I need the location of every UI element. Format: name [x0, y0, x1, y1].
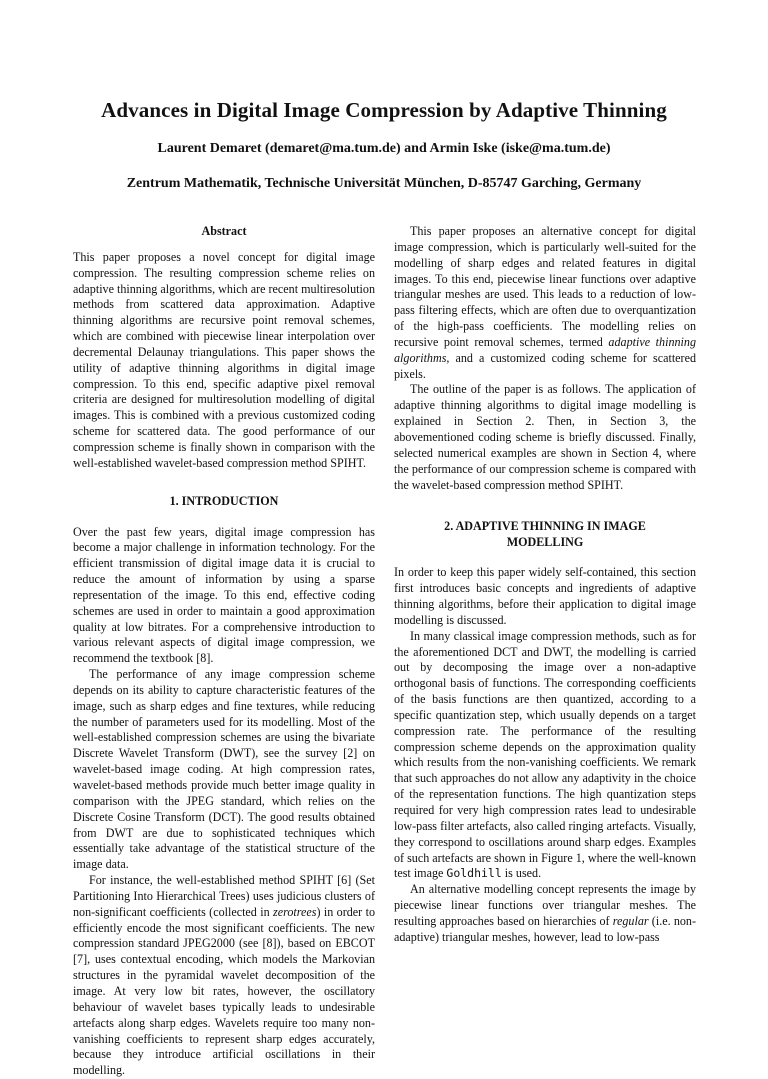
section2-paragraph-1: In order to keep this paper widely self-contained, this section first introduces basic concepts and ingredients of adaptive thinning algorithms, before their application to digital image modelling is discussed. [394, 565, 696, 627]
intro-paragraph-2: The performance of any image compression scheme depends on its ability to capture characteristic features of the image, such as sharp edges and fine textures, while reducing the number of parameters used for its modelling. Most of the well-established compression schemes are using the bivariate Discrete Wavelet Transform (DWT), see the survey [2] on wavelet-based image coding. At high compression rates, wavelet-based methods provide much better image quality in comparison with the JPEG standard, which relies on the Discrete Cosine Transform (DCT). The good results obtained from DWT are due to sophisticated techniques which essentially take advantage of the statistical structure of the image data. [73, 667, 375, 872]
section2-paragraph-3 [394, 882, 696, 945]
intro-paragraph-4-a: This paper proposes an alternative concept for digital image compression, which is particularly well-suited for the modelling of sharp edges and related features in digital images. To this end, piecewise linear functions over adaptive triangular meshes are used. This leads to a reduction of low-pass filtering effects, which are often due to overquantization of the high-pass coefficients. The modelling relies on recursive point removal schemes, termed [394, 224, 696, 349]
section2-paragraph-3-b: (i.e. non-adaptive) triangular meshes, however, lead to low-pass [394, 913, 696, 944]
paper-affiliation: Zentrum Mathematik, Technische Universität München, D-85747 Garching, Germany [126, 176, 642, 191]
paper-title: Advances in Digital Image Compression by Adaptive Thinning [101, 98, 667, 122]
section-1-heading: 1. INTRODUCTION [169, 493, 279, 508]
intro-paragraph-5: The outline of the paper is as follows. The application of adaptive thinning algorithms to digital image modelling is explained in Section 2. Then, in Section 3, the abovementioned coding scheme is briefly discussed. Finally, selected numerical examples are shown in Section 4, where the performance of our compression scheme is compared with the wavelet-based compression method SPIHT. [394, 382, 696, 492]
intro-paragraph-4-b: , and a customized coding scheme for scattered pixels. [394, 350, 696, 381]
paper-authors: Laurent Demaret (demaret@ma.tum.de) and Armin Iske (iske@ma.tum.de) [157, 141, 611, 156]
goldhill-image-name: Goldhill [446, 866, 502, 881]
intro-paragraph-1: Over the past few years, digital image compression has become a major challenge in information technology. For the efficient transmission of digital image data it is crucial to reduce the amount of information by using a sparse representation of the image. To this end, effective coding schemes are used in order to maintain a good approximation quality at low bitrates. For a comprehensive introduction to various relevant aspects of digital image compression, we recommend the textbook [8]. [73, 524, 375, 666]
intro-paragraph-3-a: For instance, the well-established method SPIHT [6] (Set Partitioning Into Hierarchical Trees) uses judicious clusters of non-significant coefficients (collected in [73, 873, 375, 919]
section2-paragraph-2-b: is used. [501, 866, 542, 881]
right-column [394, 224, 696, 946]
regular-term: regular [612, 913, 649, 928]
section2-paragraph-2-a: In many classical image compression methods, such as for the aforementioned DCT and DWT, the modelling is carried out by decomposing the image over a non-adaptive orthogonal basis of functions. The corresponding coefficients of the basis functions are then quantized, according to a specific quantization step, which usually depends on a target compression rate. The performance of the resulting compression scheme depends on the approximation quality which results from the non-vanishing coefficients. We remark that such approaches do not allow any adaptivity in the choice of the representation functions. The high quantization steps required for very high compression rates lead to undesirable low-pass filter artefacts, also called ringing artefacts. Visually, they correspond to oscillations around sharp edges. Examples of such artefacts are shown in Figure 1, where the well-known test image [394, 628, 696, 881]
adaptive-thinning-term: adaptive thinning algorithms [394, 334, 696, 365]
zerotrees-term: zerotrees [273, 904, 317, 919]
left-column [73, 224, 375, 1079]
intro-paragraph-3-b: ) in order to efficiently encode the most significant coefficients. The new compression standard JPEG2000 (see [8]), based on EBCOT [7], uses contextual encoding, which models the Markovian structures in the pyramidal wavelet decomposition of the image. At very low bit rates, however, the oscillatory behaviour of wavelet bases typically leads to undesirable artefacts along sharp edges. Wavelets require too many non-vanishing coefficients to represent sharp edges accurately, because they introduce artificial oscillations in their modelling. [73, 904, 375, 1078]
abstract-heading: Abstract [201, 224, 247, 238]
abstract-text: This paper proposes a novel concept for digital image compression. The resulting compression scheme relies on adaptive thinning algorithms, which are recent multiresolution methods from scattered data approximation. Adaptive thinning algorithms are recursive point removal schemes, which are combined with piecewise linear interpolation over decremental Delaunay triangulations. This paper shows the utility of adaptive thinning algorithms in digital image compression. To this end, specific adaptive pixel removal criteria are designed for multiresolution modelling of digital images. This is combined with a previous customized coding scheme for scattered data. The good performance of our compression scheme is finally shown in comparison with the well-established wavelet-based compression method SPIHT. [73, 249, 375, 470]
intro-paragraph-4 [394, 224, 696, 382]
intro-paragraph-3 [73, 873, 375, 1079]
section-2-heading: 2. ADAPTIVE THINNING IN IMAGE MODELLING [444, 519, 646, 550]
section2-paragraph-3-a: An alternative modelling concept represents the image by piecewise linear functions over triangular meshes. The resulting approaches based on hierarchies of [394, 882, 696, 928]
section2-paragraph-2 [394, 629, 696, 883]
